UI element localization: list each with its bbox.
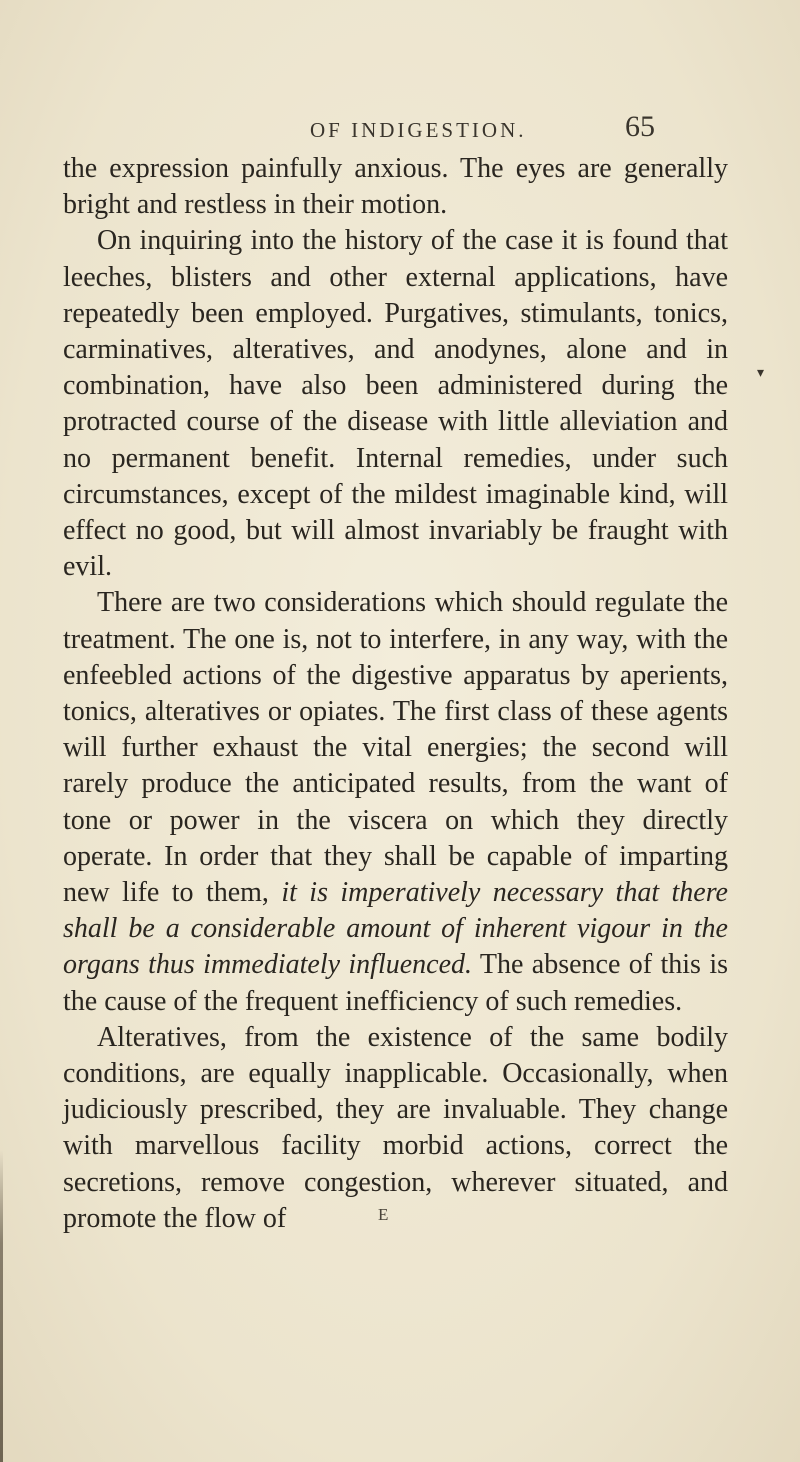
running-title: OF INDIGESTION. — [310, 118, 527, 142]
paragraph — [63, 1020, 728, 1237]
text-segment: The absence of this is the cause of the frequent inefficiency of such remedies. — [63, 949, 728, 1017]
italic-emphasis: it is imperatively necessary that there shall be a considerable amount of inherent vigour in the organs thus immediately influenced. — [63, 877, 728, 981]
paragraph — [63, 223, 728, 585]
text-segment: On inquiring into the history of the case it is found that leeches, blisters and other external applications, have repeatedly been employed. Purgatives, stimulants, tonics, carminatives, alteratives, and anodynes, alone and in combination, have also been administered during the protracted course of the disease with little alleviation and no permanent benefit. Internal remedies, under such circumstances, except of the mildest imaginable kind, will effect no good, but will almost invariably be fraught with evil. — [63, 225, 728, 583]
margin-mark: ▾ — [757, 365, 765, 381]
paragraph — [63, 585, 728, 1019]
signature-mark: E — [378, 1205, 389, 1224]
page-number: 65 — [625, 110, 655, 143]
text-segment: There are two considerations which should regulate the treatment. The one is, not to interfere, in any way, with the enfeebled actions of the digestive apparatus by aperients, tonics, alteratives or opiates. The first class of these agents will further exhaust the vital energies; the second will rarely produce the anticipated results, from the want of tone or power in the viscera on which they directly operate. In order that they shall be capable of imparting new life to them, — [63, 587, 728, 909]
running-head — [0, 110, 800, 150]
text-segment: Alteratives, from the existence of the same bodily conditions, are equally inapplicable. Occasionally, when judiciously prescribed, they are invaluable. They change with marvellous facility morbid actions, correct the secretions, remove congestion, wherever situated, and promote the flow of — [63, 1021, 728, 1234]
body-text — [63, 151, 728, 1237]
paragraph — [63, 151, 728, 223]
text-segment: the expression painfully anxious. The eyes are generally bright and restless in their motion. — [63, 153, 728, 221]
binding-edge — [0, 1150, 3, 1462]
